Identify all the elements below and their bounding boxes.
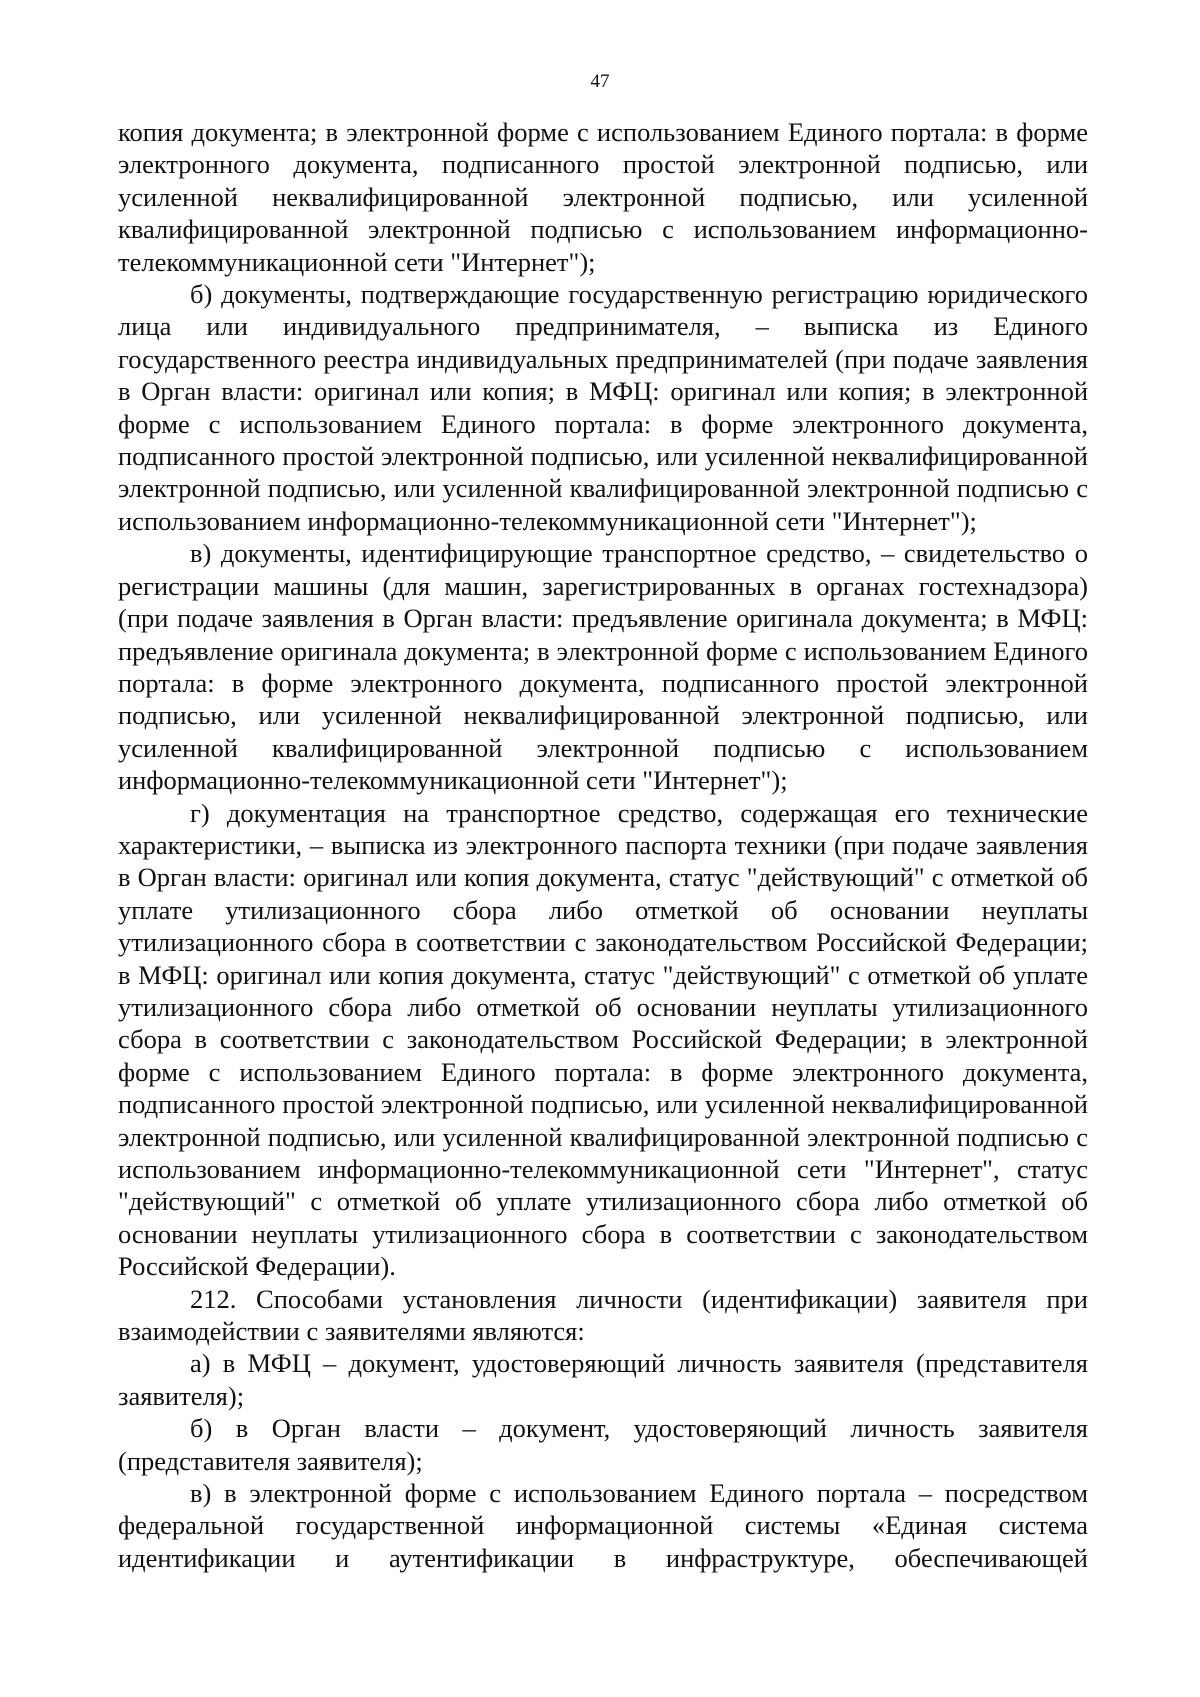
paragraph-item-b: б) документы, подтверждающие государственную регистрацию юридического лица или индивидуального предпринимателя, – выписка из Единого государственного реестра индивидуальных предпринимателей (при подаче заявления в Орган власти: оригинал или копия; в МФЦ: оригинал или копия; в электронной форме с использованием Единого портала: в форме электронного документа, подписанного простой электронной подписью, или усиленной неквалифицированной электронной подписью, или усиленной квалифицированной электронной подписью с использованием информационно-телекоммуникационной сети "Интернет"); xyxy=(118,279,1088,536)
paragraph-212-item-v: в) в электронной форме с использованием Единого портала – посредством федеральной государственной информационной системы «Единая система идентификации и аутентификации в инфраструктуре, обеспечивающей xyxy=(118,1478,1088,1573)
paragraph-item-v: в) документы, идентифицирующие транспортное средство, – свидетельство о регистрации машины (для машин, зарегистрированных в органах гостехнадзора) (при подаче заявления в Орган власти: предъявление оригинала документа; в МФЦ: предъявление оригинала документа; в электронной форме с использованием Единого портала: в форме электронного документа, подписанного простой электронной подписью, или усиленной неквалифицированной электронной подписью, или усиленной квалифицированной электронной подписью с использованием информационно-телекоммуникационной сети "Интернет"); xyxy=(118,538,1088,796)
page-number: 47 xyxy=(590,71,610,92)
paragraph-212-item-a: а) в МФЦ – документ, удостоверяющий личность заявителя (представителя заявителя); xyxy=(118,1348,1088,1411)
paragraph-continuation: копия документа; в электронной форме с использованием Единого портала: в форме электронного документа, подписанного простой электронной подписью, или усиленной неквалифицированной электронной подписью, или усиленной квалифицированной электронной подписью с использованием информационно-телекоммуникационной сети "Интернет"); xyxy=(118,117,1088,277)
paragraph-212-item-b: б) в Орган власти – документ, удостоверяющий личность заявителя (представителя заявителя); xyxy=(118,1413,1088,1476)
paragraph-212: 212. Способами установления личности (идентификации) заявителя при взаимодействии с заявителями являются: xyxy=(118,1283,1088,1347)
document-body xyxy=(118,116,1088,1574)
paragraph-item-g: г) документация на транспортное средство, содержащая его технические характеристики, – выписка из электронного паспорта техники (при подаче заявления в Орган власти: оригинал или копия документа, статус "действующий" с отметкой об уплате утилизационного сбора либо отметкой об основании неуплаты утилизационного сбора в соответствии с законодательством Российской Федерации; в МФЦ: оригинал или копия документа, статус "действующий" с отметкой об уплате утилизационного сбора либо отметкой об основании неуплаты утилизационного сбора в соответствии с законодательством Российской Федерации; в электронной форме с использованием Единого портала: в форме электронного документа, подписанного простой электронной подписью, или усиленной неквалифицированной электронной подписью, или усиленной квалифицированной электронной подписью с использованием информационно-телекоммуникационной сети "Интернет", статус "действующий" с отметкой об уплате утилизационного сбора либо отметкой об основании неуплаты утилизационного сбора в соответствии с законодательством Российской Федерации). xyxy=(118,797,1088,1282)
